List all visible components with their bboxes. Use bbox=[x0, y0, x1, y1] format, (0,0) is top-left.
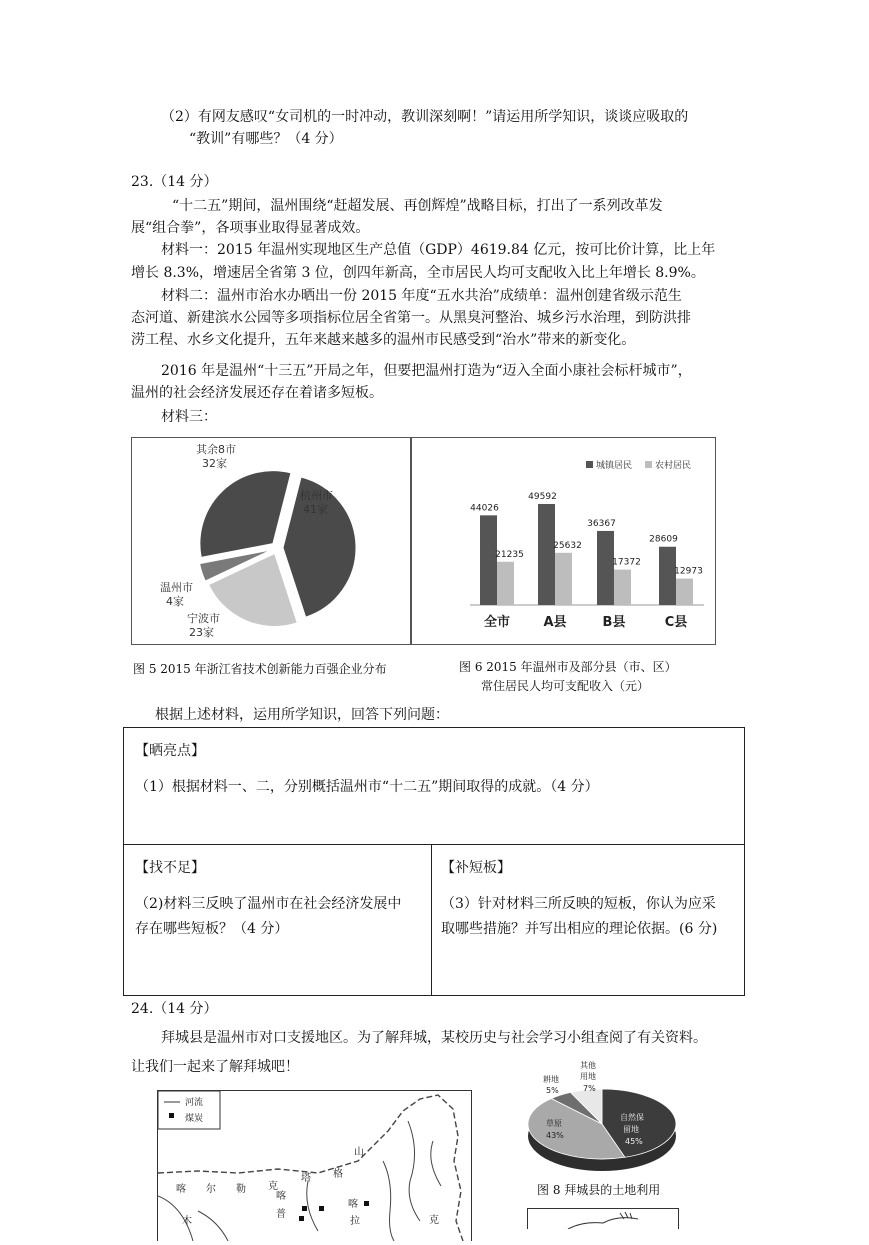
bar-value-label: 25632 bbox=[553, 540, 582, 551]
bar-value-label: 12973 bbox=[674, 566, 703, 577]
map-label: 喀 bbox=[348, 1199, 358, 1210]
q23-paragraph-line1: 2016 年是温州“十三五”开局之年，但要把温州打造为“迈入全面小康社会标杆城市”， bbox=[161, 363, 692, 379]
bar-value-label: 49592 bbox=[528, 492, 557, 503]
table-divider-horizontal bbox=[124, 844, 744, 845]
figure6-caption-line1: 图 6 2015 年温州市及部分县（市、区） bbox=[459, 660, 677, 674]
bar-category-label: A县 bbox=[543, 615, 567, 630]
q23-paragraph-line2: 温州的社会经济发展还存在着诸多短板。 bbox=[131, 385, 383, 401]
q24-header: 24.（14 分） bbox=[131, 1001, 218, 1017]
pie-label-other: 其余8市 bbox=[196, 443, 236, 456]
bar-category-label: C县 bbox=[664, 615, 688, 630]
figure8-caption: 图 8 拜城县的土地利用 bbox=[537, 1183, 661, 1197]
pie-label-hangzhou: 杭州市 bbox=[300, 489, 333, 502]
map-label: 普 bbox=[276, 1209, 286, 1220]
pie-chart-svg bbox=[132, 438, 410, 644]
box1-question: （1）根据材料一、二，分别概括温州市“十二五”期间取得的成就。（4 分） bbox=[135, 779, 599, 795]
land-use-pie-svg bbox=[520, 1058, 685, 1183]
land-value-farmland: 5% bbox=[546, 1086, 559, 1095]
box3-question-line1: （3）针对材料三所反映的短板，你认为应采 bbox=[441, 896, 716, 912]
legend-label-rural: 农村居民 bbox=[655, 461, 692, 471]
figure6-bar-chart bbox=[411, 437, 716, 645]
q23-intro-line2: 展“组合拳”，各项事业取得显著成效。 bbox=[131, 220, 370, 236]
answer-table bbox=[123, 727, 745, 996]
box3-question-line2: 取哪些措施？并写出相应的理论依据。(6 分) bbox=[441, 921, 718, 937]
q23-question-intro: 根据上述材料，运用所学知识，回答下列问题： bbox=[155, 707, 449, 723]
pie-count-wenzhou: 4家 bbox=[166, 595, 184, 608]
pie-count-other: 32家 bbox=[202, 457, 227, 470]
legend-swatch-rural bbox=[645, 461, 652, 468]
map-label: 格 bbox=[333, 1169, 343, 1180]
river-3 bbox=[431, 1141, 441, 1186]
land-value-other: 7% bbox=[583, 1084, 596, 1093]
q23-material2-line2: 态河道、新建滨水公园等多项指标位居全省第一。从黑臭河整治、城乡污水治理，到防洪排 bbox=[131, 310, 691, 326]
pie-count-hangzhou: 41家 bbox=[303, 503, 328, 516]
bar-2-0 bbox=[597, 531, 614, 605]
figure5-caption: 图 5 2015 年浙江省技术创新能力百强企业分布 bbox=[133, 662, 387, 676]
bar-0-1 bbox=[497, 562, 514, 605]
bar-value-label: 28609 bbox=[649, 534, 678, 545]
bar-1-0 bbox=[538, 504, 555, 605]
river-2 bbox=[408, 1121, 420, 1221]
bar-2-1 bbox=[614, 570, 631, 605]
bar-value-label: 44026 bbox=[470, 503, 499, 514]
bar-0-0 bbox=[480, 515, 497, 605]
map-label: 拉 bbox=[350, 1216, 360, 1227]
q23-intro-line1: “十二五”期间，温州围绕“赶超发展、再创辉煌”战略目标，打出了一系列改革发 bbox=[172, 198, 663, 214]
figure5-pie-chart bbox=[131, 437, 411, 645]
map-label: 木 bbox=[182, 1216, 192, 1227]
bar-value-label: 21235 bbox=[495, 549, 524, 560]
bar-chart-svg bbox=[412, 438, 715, 644]
baicheng-map bbox=[157, 1090, 472, 1241]
land-label-other-2: 用地 bbox=[580, 1072, 596, 1081]
map-legend-river: 河流 bbox=[185, 1098, 204, 1108]
land-value-reserve: 45% bbox=[625, 1137, 643, 1146]
q22-part2-line2: “教训”有哪些？（4 分） bbox=[189, 131, 343, 147]
map-label: 喀 bbox=[176, 1184, 186, 1195]
bar-category-label: B县 bbox=[602, 615, 626, 630]
pie-label-wenzhou: 温州市 bbox=[160, 581, 193, 594]
box3-title: 【补短板】 bbox=[441, 860, 511, 876]
map-legend-coal: 煤炭 bbox=[185, 1114, 204, 1124]
bar-category-label: 全市 bbox=[483, 615, 511, 630]
map-label: 克 bbox=[429, 1215, 439, 1226]
land-label-farmland: 耕地 bbox=[543, 1075, 559, 1084]
q23-material1-line2: 增长 8.3%，增速居全省第 3 位，创四年新高，全市居民人均可支配收入比上年增长 8.9%。 bbox=[131, 265, 705, 281]
coal-mine bbox=[299, 1216, 304, 1221]
figure8-land-use-pie bbox=[520, 1058, 685, 1183]
land-label-other-1: 其他 bbox=[580, 1061, 596, 1070]
river-1 bbox=[383, 1161, 394, 1241]
coal-mine bbox=[364, 1201, 369, 1206]
q24-intro-line2: 让我们一起来了解拜城吧！ bbox=[131, 1059, 299, 1075]
second-map-svg bbox=[528, 1209, 678, 1229]
second-map-partial bbox=[527, 1208, 679, 1229]
box2-title: 【找不足】 bbox=[135, 860, 205, 876]
pie-slice-3 bbox=[200, 471, 291, 558]
map-label: 喀 bbox=[276, 1191, 286, 1202]
pie-label-ningbo: 宁波市 bbox=[187, 612, 220, 625]
map-label: 塔 bbox=[301, 1173, 311, 1184]
q23-header: 23.（14 分） bbox=[131, 174, 218, 190]
figure6-caption-line2: 常住居民人均可支配收入（元） bbox=[481, 679, 650, 693]
q22-part2-line1: （2）有网友感叹“女司机的一时冲动，教训深刻啊！”请运用所学知识，谈谈应吸取的 bbox=[161, 109, 689, 125]
bar-3-1 bbox=[676, 579, 693, 605]
map-label: 勒 bbox=[236, 1184, 246, 1195]
land-value-grassland: 43% bbox=[546, 1131, 564, 1140]
q23-material2-line1: 材料二：温州市治水办晒出一份 2015 年度“五水共治”成绩单：温州创建省级示范生 bbox=[161, 288, 682, 304]
coal-legend-icon bbox=[169, 1113, 174, 1118]
legend-swatch-urban bbox=[586, 461, 593, 468]
coal-mine bbox=[302, 1206, 307, 1211]
second-map-boundary bbox=[568, 1218, 638, 1229]
table-divider-vertical bbox=[431, 844, 432, 995]
box2-question-line2: 存在哪些短板？（4 分） bbox=[135, 921, 289, 937]
map-label: 山 bbox=[354, 1147, 364, 1158]
map-label: 克 bbox=[268, 1181, 278, 1192]
pie-count-ningbo: 23家 bbox=[189, 626, 214, 639]
river-4 bbox=[307, 1181, 318, 1231]
bar-value-label: 36367 bbox=[587, 518, 616, 529]
box1-title: 【晒亮点】 bbox=[135, 743, 205, 759]
bar-legend bbox=[586, 459, 691, 471]
bar-1-1 bbox=[555, 553, 572, 605]
q24-intro-line1: 拜城县是温州市对口支援地区。为了解拜城，某校历史与社会学习小组查阅了有关资料。 bbox=[161, 1030, 707, 1046]
land-label-reserve-2: 留地 bbox=[623, 1125, 639, 1134]
river-5 bbox=[198, 1211, 228, 1241]
q23-material2-line3: 涝工程、水乡文化提升，五年来越来越多的温州市民感受到“治水”带来的新变化。 bbox=[131, 332, 636, 348]
q23-material1-line1: 材料一：2015 年温州实现地区生产总值（GDP）4619.84 亿元，按可比价计算，比上年 bbox=[161, 242, 716, 258]
land-label-grassland: 草原 bbox=[546, 1119, 562, 1128]
map-label: 尔 bbox=[206, 1184, 216, 1195]
coal-mine bbox=[319, 1206, 324, 1211]
map-svg bbox=[158, 1091, 471, 1241]
q23-material3-label: 材料三： bbox=[161, 409, 217, 425]
land-label-reserve-1: 自然保 bbox=[620, 1113, 644, 1122]
legend-label-urban: 城镇居民 bbox=[596, 461, 633, 471]
box2-question-line1: （2)材料三反映了温州市在社会经济发展中 bbox=[135, 896, 402, 912]
bar-value-label: 17372 bbox=[612, 557, 641, 568]
